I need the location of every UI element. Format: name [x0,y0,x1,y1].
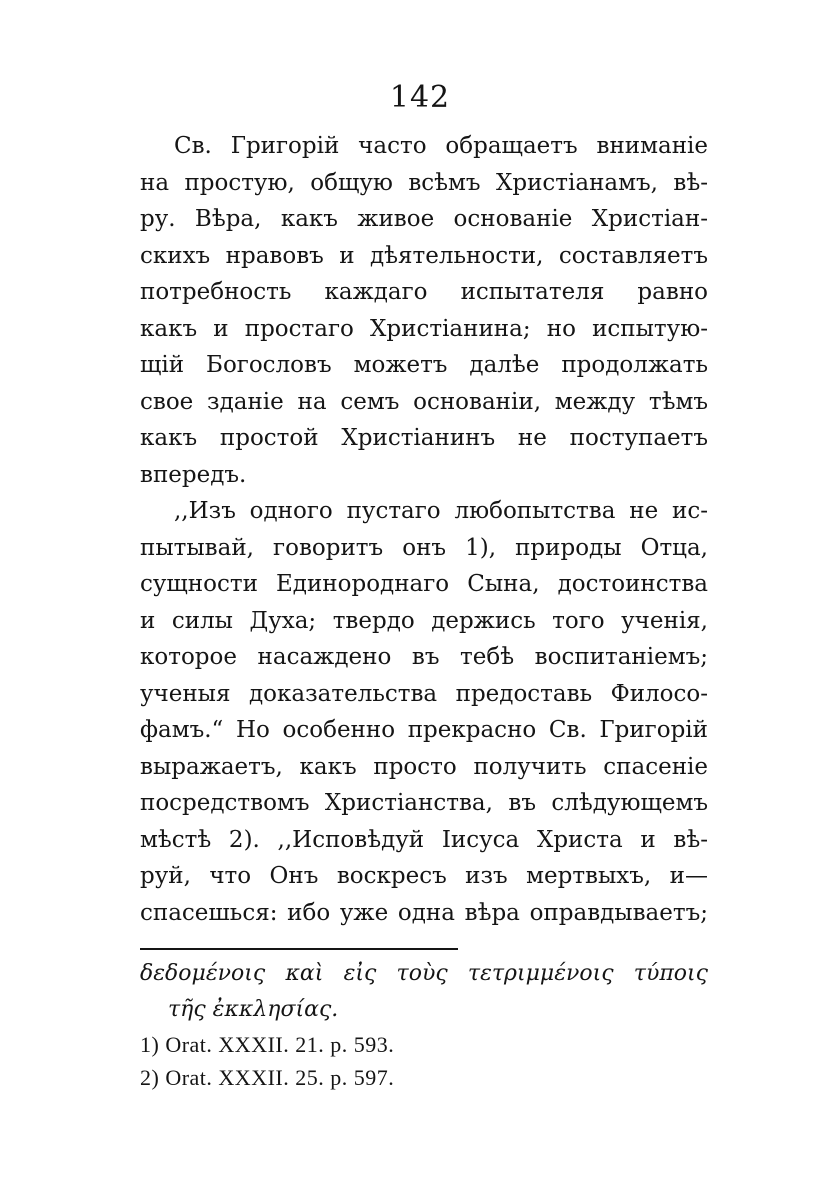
text-line: Св. Григорій часто обращаетъ вниманіе [174,133,708,159]
text-line: ,,Изъ одного пустаго любопытства не ис- [174,498,708,524]
text-line: какъ простой Христіанинъ не поступаетъ [140,425,708,451]
footnote-separator [140,948,458,950]
text-line: сущности Единороднаго Сына, достоинства [140,571,708,597]
text-line: потребность каждаго испытателя равно [140,279,708,305]
footnote-reference-2: 2) Orat. XXXII. 25. p. 597. [140,1065,395,1090]
text-line: свое зданіе на семъ основаніи, между тѣмъ [140,388,708,415]
text-line: мѣстѣ 2). ,,Исповѣдуй Іисуса Христа и вѣ- [140,826,708,853]
text-line: посредствомъ Христіанства, въ слѣдующемъ [140,790,708,816]
main-text [140,128,708,931]
text-line: спасешься: ибо уже одна вѣра оправдываетъ; [140,899,708,926]
text-line: и силы Духа; твердо держись того ученія, [140,607,708,634]
text-line: скихъ нравовъ и дѣятельности, составляетъ [140,242,708,269]
text-line: щій Богословъ можетъ далѣе продолжать [140,352,708,378]
footnote-greek-line: δεδομένοις καὶ εἰς τοὺς τετριμμένοις τύποις [140,961,708,986]
text-line: ученыя доказательства предоставь Филосо- [140,680,708,707]
footnote-reference-1: 1) Orat. XXXII. 21. p. 593. [140,1032,395,1057]
text-line: руй, что Онъ воскресъ изъ мертвыхъ, и— [140,863,708,889]
text-line: какъ и простаго Христіанина; но испытую- [140,315,708,342]
text-line: фамъ.“ Но особенно прекрасно Св. Григорій [140,717,708,743]
footnotes [140,956,708,1094]
text-line: пытывай, говоритъ онъ 1), природы Отца, [140,534,708,561]
text-line: которое насаждено въ тебѣ воспитаніемъ; [140,644,708,670]
footnote-greek-line: τῆς ἐκκλησίας. [168,997,339,1022]
text-line: ру. Вѣра, какъ живое основаніе Христіан- [140,206,708,232]
page-number: 142 [389,80,451,115]
text-line: выражаетъ, какъ просто получить спасеніе [140,753,708,780]
text-line: впередъ. [140,461,247,488]
text-line: на простую, общую всѣмъ Христіанамъ, вѣ- [140,169,708,196]
